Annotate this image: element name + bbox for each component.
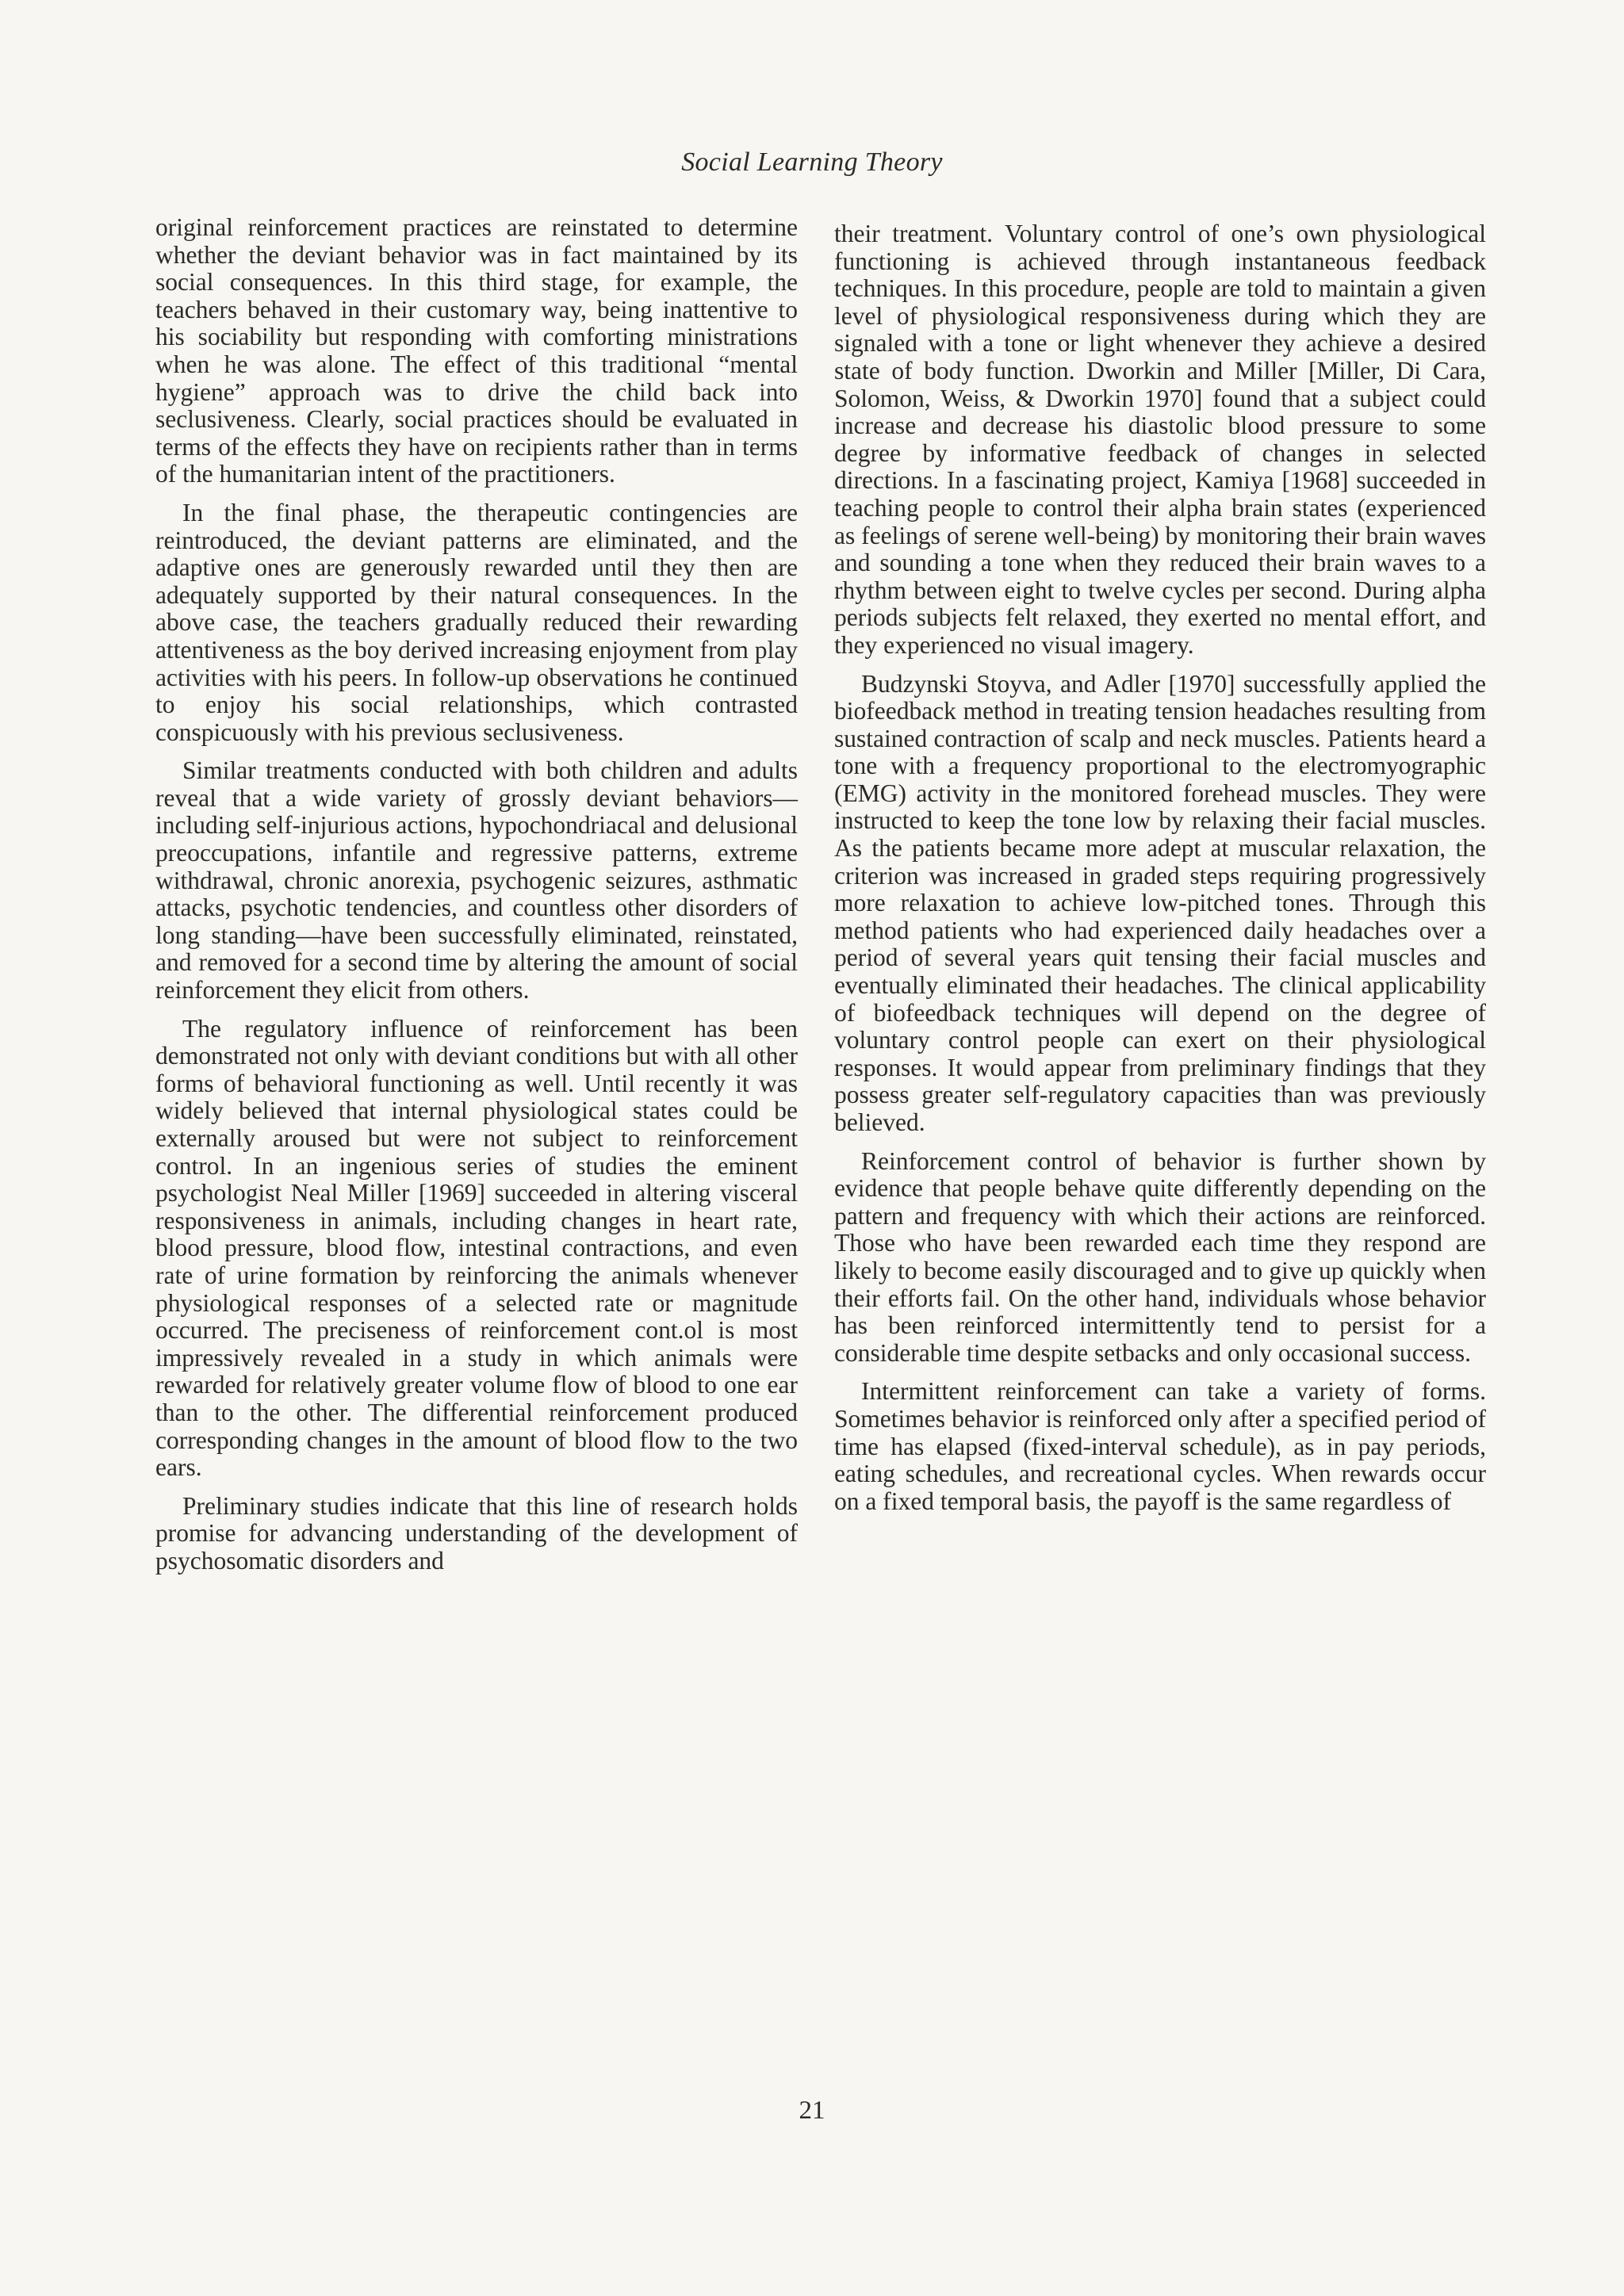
paragraph: The regulatory influence of reinforcement has been demonstrated not only with deviant conditions but with all other forms of behavioral functioning as well. Until recently it was widely believed that internal physiological states could be externally aroused but were not subject to reinforcement control. In an ingenious series of studies the eminent psychologist Neal Miller [1969] succeeded in altering visceral responsiveness in animals, including changes in heart rate, blood pressure, blood flow, intestinal contractions, and even rate of urine formation by reinforcing the animals whenever physiological responses of a selected rate or magnitude occurred. The preciseness of reinforcement cont.ol is most impressively revealed in a study in which animals were rewarded for relatively greater volume flow of blood to one ear than to the other. The differential reinforcement produced corresponding changes in the amount of blood flow to the two ears. — [155, 1014, 798, 1482]
paragraph: original reinforcement practices are reinstated to determine whether the deviant behavior was in fact maintained by its social consequences. In this third stage, for example, the teachers behaved in their customary way, being inattentive to his sociability but responding with comforting ministrations when he was alone. The effect of this traditional “mental hygiene” approach was to drive the child back into seclusiveness. Clearly, social practices should be evaluated in terms of the effects they have on recipients rather than in terms of the humanitarian intent of the practitioners. — [155, 213, 798, 488]
paragraph: Intermittent reinforcement can take a variety of forms. Sometimes behavior is reinforced only after a specified period of time has elapsed (fixed-interval schedule), as in pay periods, eating schedules, and recreational cycles. When rewards occur on a fixed temporal basis, the payoff is the same regardless of — [834, 1377, 1486, 1515]
left-column — [155, 214, 798, 1586]
paragraph: Preliminary studies indicate that this line of research holds promise for advancing understanding of the development of psychosomatic disorders and — [155, 1491, 798, 1575]
paragraph: In the final phase, the therapeutic contingencies are reintroduced, the deviant patterns are eliminated, and the adaptive ones are generously rewarded until they then are adequately supported by their natural consequences. In the above case, the teachers gradually reduced their rewarding attentiveness as the boy derived increasing enjoyment from play activities with his peers. In follow-up observations he continued to enjoy his social relationships, which contrasted conspicuously with his previous seclusiveness. — [155, 498, 799, 746]
paragraph: their treatment. Voluntary control of one’s own physiological functioning is achieved through instantaneous feedback techniques. In this procedure, people are told to maintain a given level of physiological responsiveness during which they are signaled with a tone or light whenever they achieve a desired state of body function. Dworkin and Miller [Miller, Di Cara, Solomon, Weiss, & Dworkin 1970] found that a subject could increase and decrease his diastolic blood pressure to some degree by informative feedback of changes in selected directions. In a fascinating project, Kamiya [1968] succeeded in teaching people to control their alpha brain states (experienced as feelings of serene well-being) by monitoring their brain waves and sounding a tone when they reduced their brain waves to a rhythm between eight to twelve cycles per second. During alpha periods subjects felt relaxed, they exerted no mental effort, and they experienced no visual imagery. — [834, 220, 1486, 659]
paragraph: Similar treatments conducted with both children and adults reveal that a wide variety of grossly deviant behaviors—including self-injurious actions, hypochondriacal and delusional preoccupations, infantile and regressive patterns, extreme withdrawal, chronic anorexia, psychogenic seizures, asthmatic attacks, psychotic tendencies, and countless other disorders of long standing—have been successfully eliminated, reinstated, and removed for a second time by altering the amount of social reinforcement they elicit from others. — [155, 756, 798, 1004]
page-number: 21 — [799, 2096, 825, 2125]
running-head: Social Learning Theory — [681, 147, 943, 177]
paragraph: Reinforcement control of behavior is further shown by evidence that people behave quite differently depending on the pattern and frequency with which their actions are reinforced. Those who have been rewarded each time they respond are likely to become easily discouraged and to give up quickly when their efforts fail. On the other hand, individuals whose behavior has been reinforced intermittently tend to persist for a considerable time despite setbacks and only occasional success. — [834, 1146, 1486, 1367]
paragraph: Budzynski Stoyva, and Adler [1970] successfully applied the biofeedback method in treating tension headaches resulting from sustained contraction of scalp and neck muscles. Patients heard a tone with a frequency proportional to the electromyographic (EMG) activity in the monitored forehead muscles. They were instructed to keep the tone low by relaxing their facial muscles. As the patients became more adept at muscular relaxation, the criterion was increased in graded steps requiring progressively more relaxation to achieve low-pitched tones. Through this method patients who had experienced daily headaches over a period of several years quit tensing their facial muscles and eventually eliminated their headaches. The clinical applicability of biofeedback techniques will depend on the degree of voluntary control people can exert on their physiological responses. It would appear from preliminary findings that they possess greater self-regulatory capacities than was previously believed. — [834, 669, 1486, 1136]
right-column — [834, 220, 1486, 1526]
